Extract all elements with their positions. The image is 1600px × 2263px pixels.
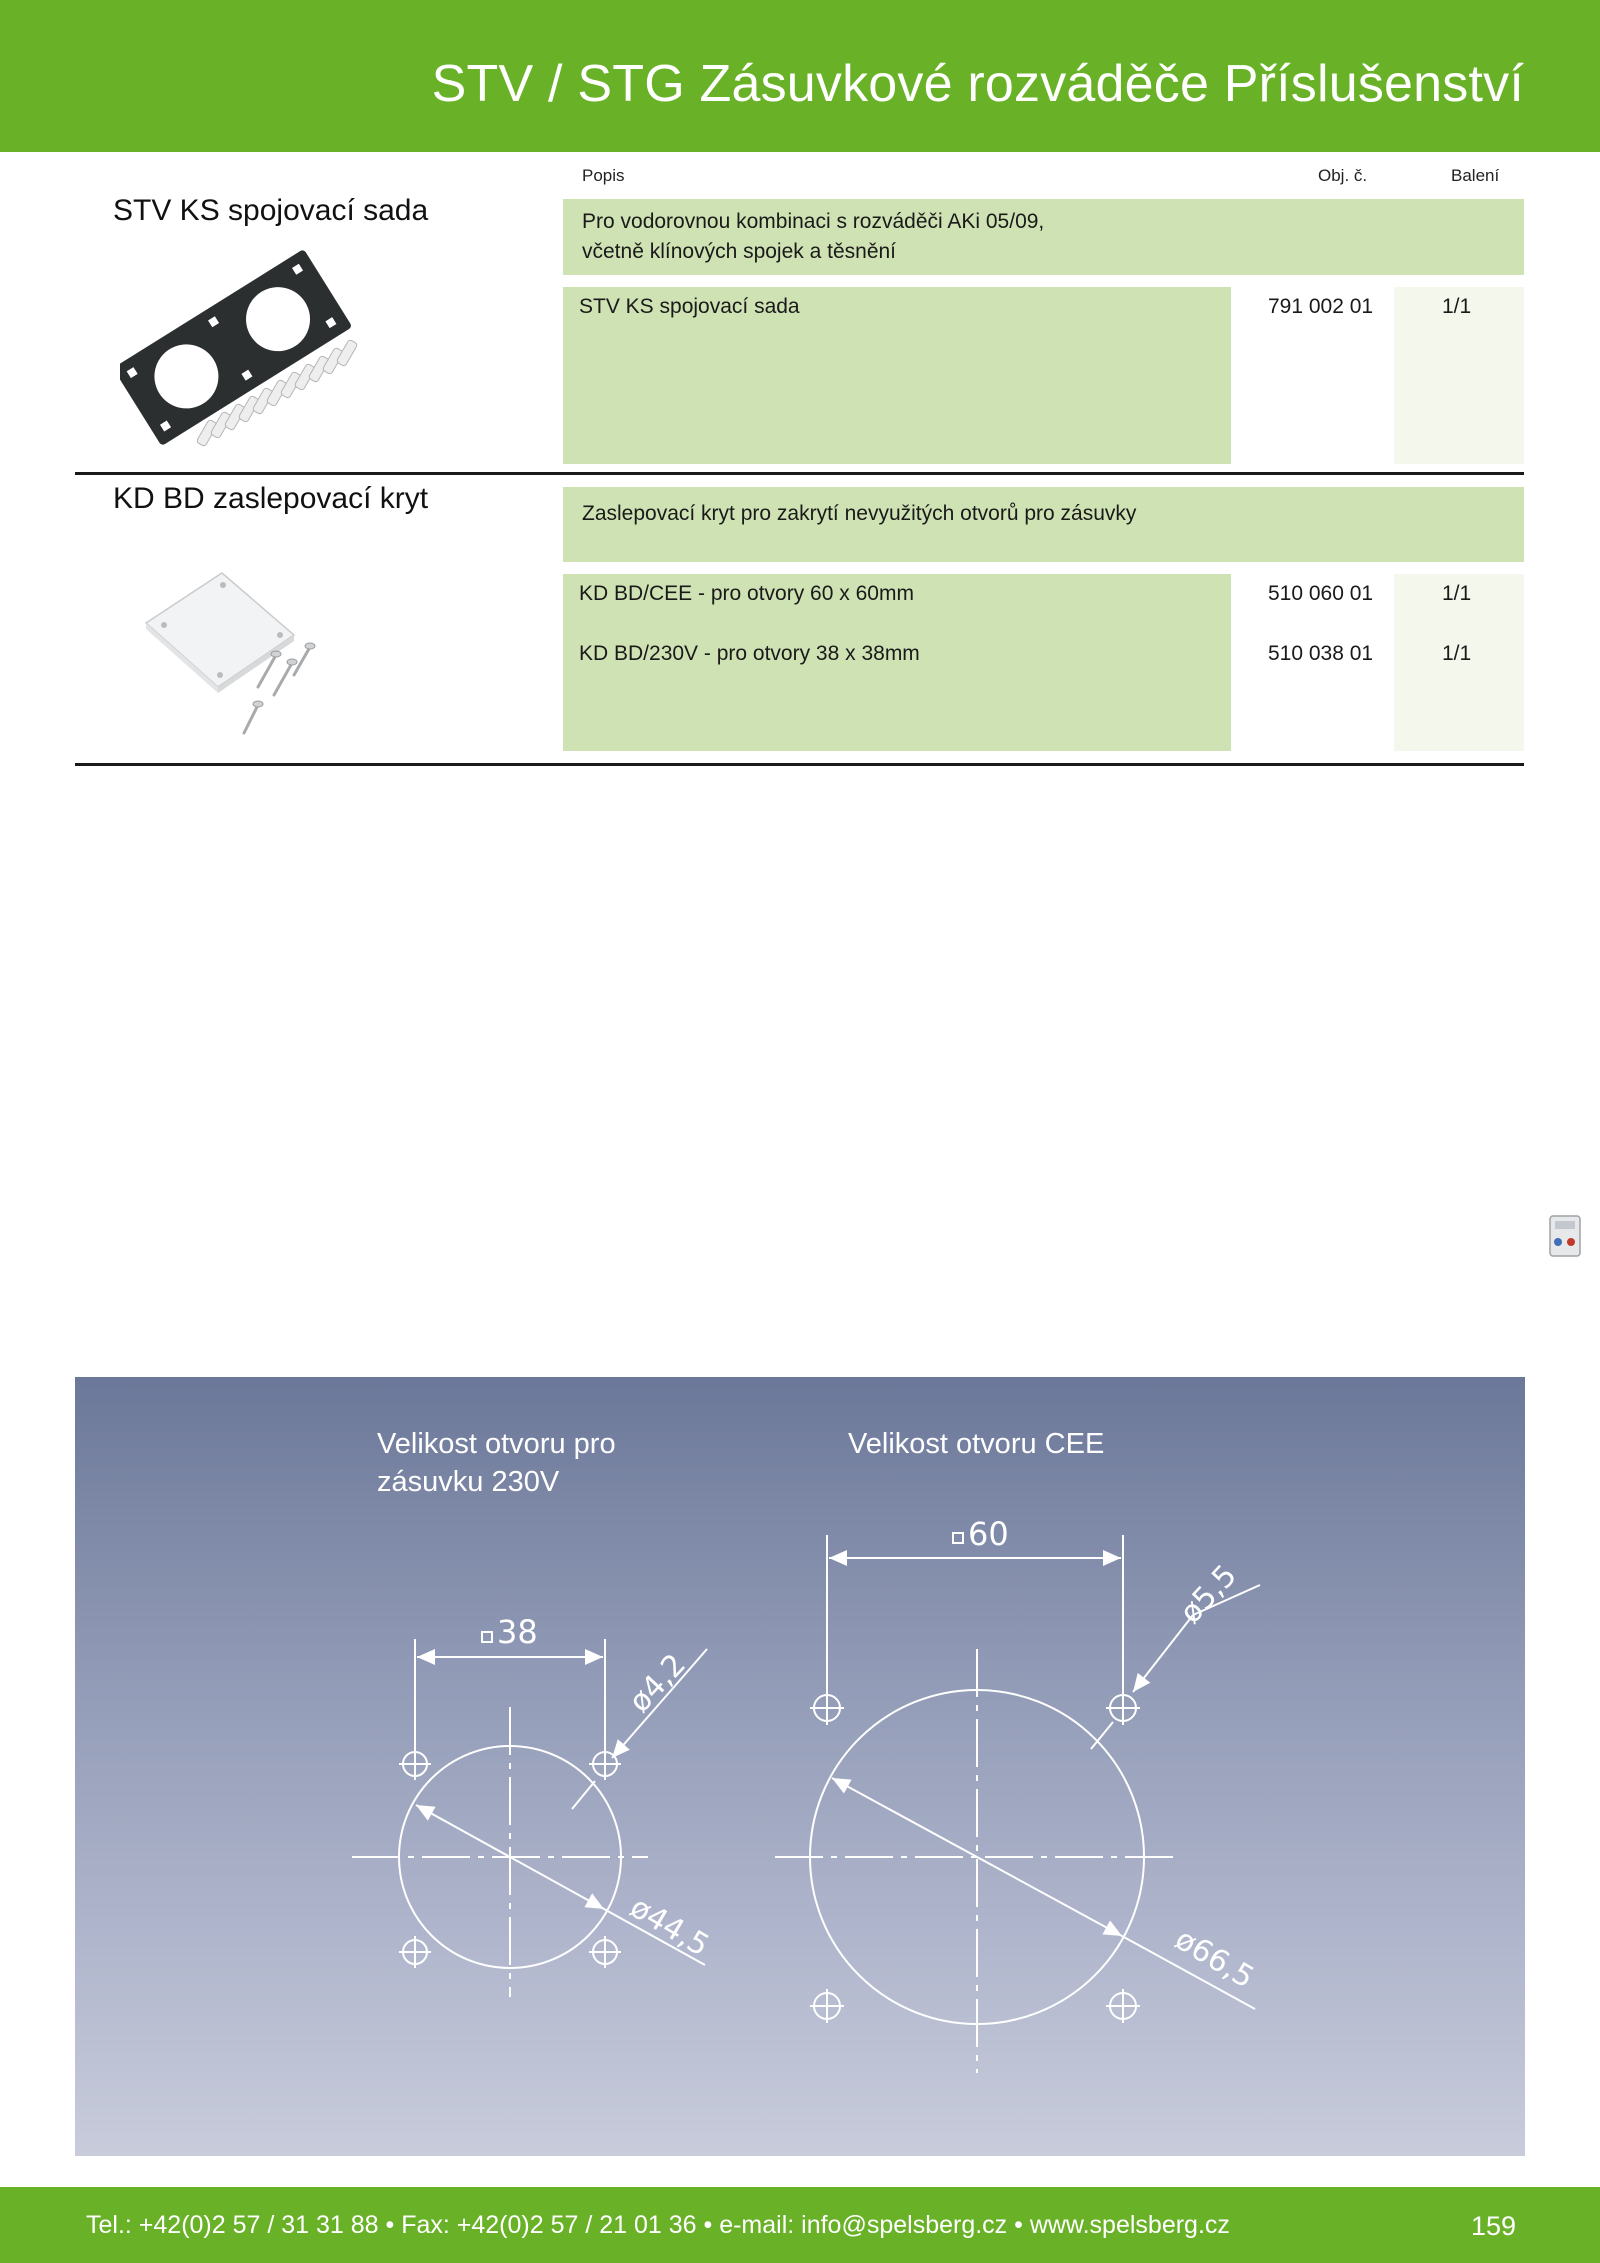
item-label: STV KS spojovací sada — [579, 295, 800, 318]
dim-label-38: 38 — [497, 1613, 538, 1651]
item-order-no: 510 038 01 — [1268, 642, 1374, 665]
corner-hole-icon — [1106, 1989, 1140, 2023]
item-order-no: 510 060 01 — [1268, 582, 1374, 605]
item-order-no: 791 002 01 — [1268, 295, 1374, 318]
caption-230v-line: Velikost otvoru pro — [377, 1428, 616, 1460]
corner-hole-icon — [810, 1989, 844, 2023]
dim-label-60: 60 — [968, 1515, 1009, 1553]
product-name-stv-ks: STV KS spojovací sada — [113, 194, 429, 227]
caption-230v-line: zásuvku 230V — [377, 1466, 560, 1498]
description-line: Zaslepovací kryt pro zakrytí nevyužitých otvorů pro zásuvky — [582, 502, 1137, 525]
item-label: KD BD/CEE - pro otvory 60 x 60mm — [579, 582, 914, 605]
description-line: Pro vodorovnou kombinaci s rozváděči AKi 05/09, — [582, 210, 1045, 233]
description-box-kd-bd — [563, 487, 1524, 562]
footer-contact: Tel.: +42(0)2 57 / 31 31 88 • Fax: +42(0)2 57 / 21 01 36 • e-mail: info@spelsberg.cz • www.spelsberg.cz — [86, 2211, 1230, 2239]
section-divider — [75, 763, 1524, 766]
description-line: včetně klínových spojek a těsnění — [582, 240, 897, 263]
page-title: STV / STG Zásuvkové rozváděče Příslušenství — [431, 55, 1524, 113]
connector-plate-with-wedges-icon — [120, 248, 365, 463]
column-header-order-no: Obj. č. — [1318, 166, 1368, 185]
dim-label-hole-cee: ø5,5 — [1173, 1558, 1244, 1631]
hole-dimension-drawings — [75, 1377, 1525, 2156]
item-label: KD BD/230V - pro otvory 38 x 38mm — [579, 642, 920, 665]
item-packing: 1/1 — [1442, 582, 1472, 605]
description-box-stv-ks — [563, 199, 1524, 275]
distribution-box-thumbnail-icon — [1546, 1212, 1586, 1265]
technical-drawings-svg — [75, 1377, 1525, 2156]
item-packing: 1/1 — [1442, 642, 1472, 665]
blank-cover-plate-with-screws-icon — [140, 565, 340, 750]
column-header-description: Popis — [582, 166, 625, 185]
item-packing: 1/1 — [1442, 295, 1472, 318]
dim-label-hole-230v: ø4,2 — [622, 1647, 693, 1720]
corner-hole-icon — [399, 1748, 431, 1780]
dim-label-circle-230v: ø44,5 — [623, 1889, 715, 1964]
page-number: 159 — [1470, 2211, 1516, 2241]
corner-hole-icon — [1106, 1691, 1140, 1725]
corner-hole-icon — [399, 1936, 431, 1968]
footer-bar — [0, 2187, 1600, 2263]
caption-cee: Velikost otvoru CEE — [848, 1428, 1105, 1460]
dim-label-circle-cee: ø66,5 — [1168, 1921, 1260, 1996]
corner-hole-icon — [810, 1691, 844, 1725]
section-divider — [75, 472, 1524, 475]
column-header-packing: Balení — [1451, 166, 1500, 185]
product-name-kd-bd: KD BD zaslepovací kryt — [113, 482, 429, 515]
header-bar — [0, 0, 1600, 152]
corner-hole-icon — [589, 1936, 621, 1968]
